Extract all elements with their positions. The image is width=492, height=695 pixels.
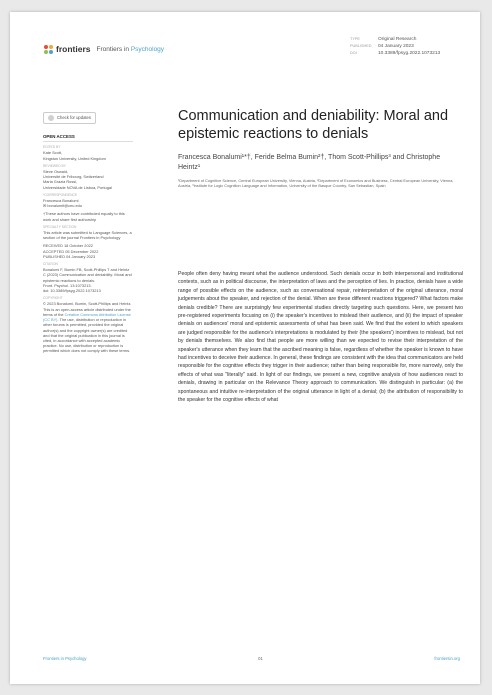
sidebar-section [43, 262, 133, 293]
meta-value: 04 January 2023 [378, 44, 414, 49]
sidebar-section-line: †These authors have contributed equally to this work and share first authorship [43, 211, 125, 222]
meta-row [350, 43, 460, 50]
sidebar-section-line: PUBLISHED 04 January 2023 [43, 253, 96, 259]
check-updates-label: Check for updates [57, 115, 91, 121]
copyright-text: © 2023 Bonalumi, Bumin, Scott-Phillips and Heintz. This is an open-access article distributed under the terms of the [43, 301, 132, 317]
logo-dot [44, 45, 48, 49]
article-sidebar [43, 112, 133, 357]
author-list: Francesca Bonalumi¹*†, Feride Belma Bumin²†, Thom Scott-Phillips³ and Christophe Heintz¹ [178, 154, 441, 171]
article-heading [178, 107, 463, 189]
copyright-section [43, 296, 133, 353]
sidebar-section [43, 211, 133, 221]
sidebar-section-line: Francesca Bonalumi [43, 198, 79, 204]
copyright-text-cont: The use, distribution or reproduction in other forums is permitted, provided the original author(s) and the copyright owner(s) are credited and that the original publication in this journal is cited, in accordance with accepted academic practice. No use, distribution or reproduction is permitted which does not comply with these terms. [43, 317, 131, 354]
check-updates-button[interactable] [43, 112, 96, 124]
document-page [10, 12, 480, 684]
sidebar-section [43, 243, 133, 259]
meta-key: PUBLISHED [350, 44, 372, 48]
page-header [43, 34, 460, 70]
sidebar-section-line: Kate Scott, [43, 150, 63, 156]
sidebar-section-label: REVIEWED BY [43, 163, 66, 168]
logo-dot [44, 50, 48, 54]
journal-field: Psychology [130, 45, 165, 53]
sidebar-section [43, 225, 133, 241]
sidebar-section [43, 145, 133, 161]
sidebar-section-label: CITATION [43, 262, 58, 267]
sidebar-section-line: Kingston University, United Kingdom [43, 155, 106, 161]
logo-dot [49, 50, 53, 54]
frontiers-logo [43, 44, 164, 54]
meta-key: TYPE [350, 37, 360, 41]
meta-key: DOI [350, 51, 357, 55]
footer-journal: Frontiers in Psychology [43, 656, 87, 661]
sidebar-section-label: SPECIALTY SECTION [43, 224, 77, 229]
meta-row [350, 50, 460, 57]
journal-name [96, 46, 164, 53]
check-updates-icon [48, 115, 54, 121]
sidebar-section-line: Front. Psychol. 13:1073213. [43, 282, 92, 288]
sidebar-section-label: EDITED BY [43, 145, 61, 150]
open-access-label: OPEN ACCESS [43, 134, 133, 142]
sidebar-section-line: Universidade NOVA de Lisboa, Portugal [43, 184, 112, 190]
sidebar-section-line: Steve Oswald, [43, 169, 69, 175]
journal-prefix: Frontiers in [96, 45, 129, 53]
meta-row [350, 36, 460, 43]
sidebar-section-label: *CORRESPONDENCE [43, 192, 78, 197]
footer-site: frontiersin.org [434, 656, 460, 661]
sidebar-section-line: ACCEPTED 05 December 2022 [43, 248, 99, 254]
logo-dot [49, 45, 53, 49]
cc-license-link[interactable]: Creative Commons Attribution License (CC BY). [43, 311, 131, 323]
sidebar-sections [43, 145, 133, 293]
sidebar-section-line: Maria Grazia Rossi, [43, 179, 78, 185]
meta-value: Original Research [378, 37, 417, 42]
sidebar-section-line: This article was submitted to Language Sciences, a section of the journal Frontiers in Psychology [43, 230, 132, 241]
abstract-text: People often deny having meant what the audience understood. Such denials occur in both interpersonal and institutional contexts, such as in political discourse, the interpretation of laws and the perception of lies. In practice, denials have a wide range of possible effects on the audience, such as conversational repair, reinterpretation of the original utterance, moral judgements about the speaker, and rejection of the denial. When are these different reactions triggered? What factors make denials credible? There are surprisingly few experimental studies directly targeting such questions. Here, we present two pre-registered experiments focusing on (i) the speaker's incentives to mislead their audience, and (ii) the impact of speaker denials on audiences' moral and epistemic assessments of what has been said. We find that the extent to which speakers are judged responsible for the audience's interpretations is modulated by their (the speakers') incentives to mislead, but not by denials themselves. We also find that people are more willing than we expected to revise their interpretation of the speaker's utterance when they learn that the ascribed meaning is false, regardless of whether the speaker is known to have had incentives to deceive their audience. In general, these findings are consistent with the idea that communicators are held responsible for the cognitive effects they trigger in their audience; rather than being responsible for, more narrowly, only the effects of what was "literally" said. In light of our findings, we present a new, cognitive analysis of how audiences react to denials, drawing in particular on the Relevance Theory approach to communication. We distinguish in particular: (a) the spontaneous and intuitive re-interpretation of the original utterance in light of a denial; (b) the attribution of responsibility to the speaker for the cognitive effects of what [178, 271, 463, 404]
page-footer [43, 656, 460, 661]
footer-page-number: 01 [258, 656, 263, 661]
sidebar-section-line: RECEIVED 18 October 2022 [43, 243, 93, 249]
sidebar-section [43, 193, 133, 209]
copyright-label: COPYRIGHT [43, 296, 63, 301]
article-meta [350, 36, 460, 57]
meta-value: 10.3389/fpsyg.2022.1073213 [378, 51, 441, 56]
author-affiliations: ¹Department of Cognitive Science, Central European University, Vienna, Austria, ²Department of Economics and Business, Central European University, Vienna, Austria, ³Institute for Logic Cognition Language and Information, University of the Basque Country, San Sebastian, Spain [178, 178, 454, 189]
sidebar-section-line: Bonalumi F, Bumin FB, Scott-Phillips T and Heintz C (2023) Communication and deniability: Moral and epistemic reactions to denials. [43, 267, 132, 283]
article-title: Communication and deniability: Moral and epistemic reactions to denials [178, 108, 449, 142]
logo-dots-icon [43, 44, 53, 54]
sidebar-section-line[interactable]: ✉ bonalumif@ceu.edu [43, 203, 83, 209]
logo-text: frontiers [56, 44, 91, 54]
sidebar-section-line: Université de Fribourg, Switzerland [43, 174, 104, 180]
sidebar-section [43, 164, 133, 190]
sidebar-section-line: doi: 10.3389/fpsyg.2022.1073213 [43, 288, 101, 294]
